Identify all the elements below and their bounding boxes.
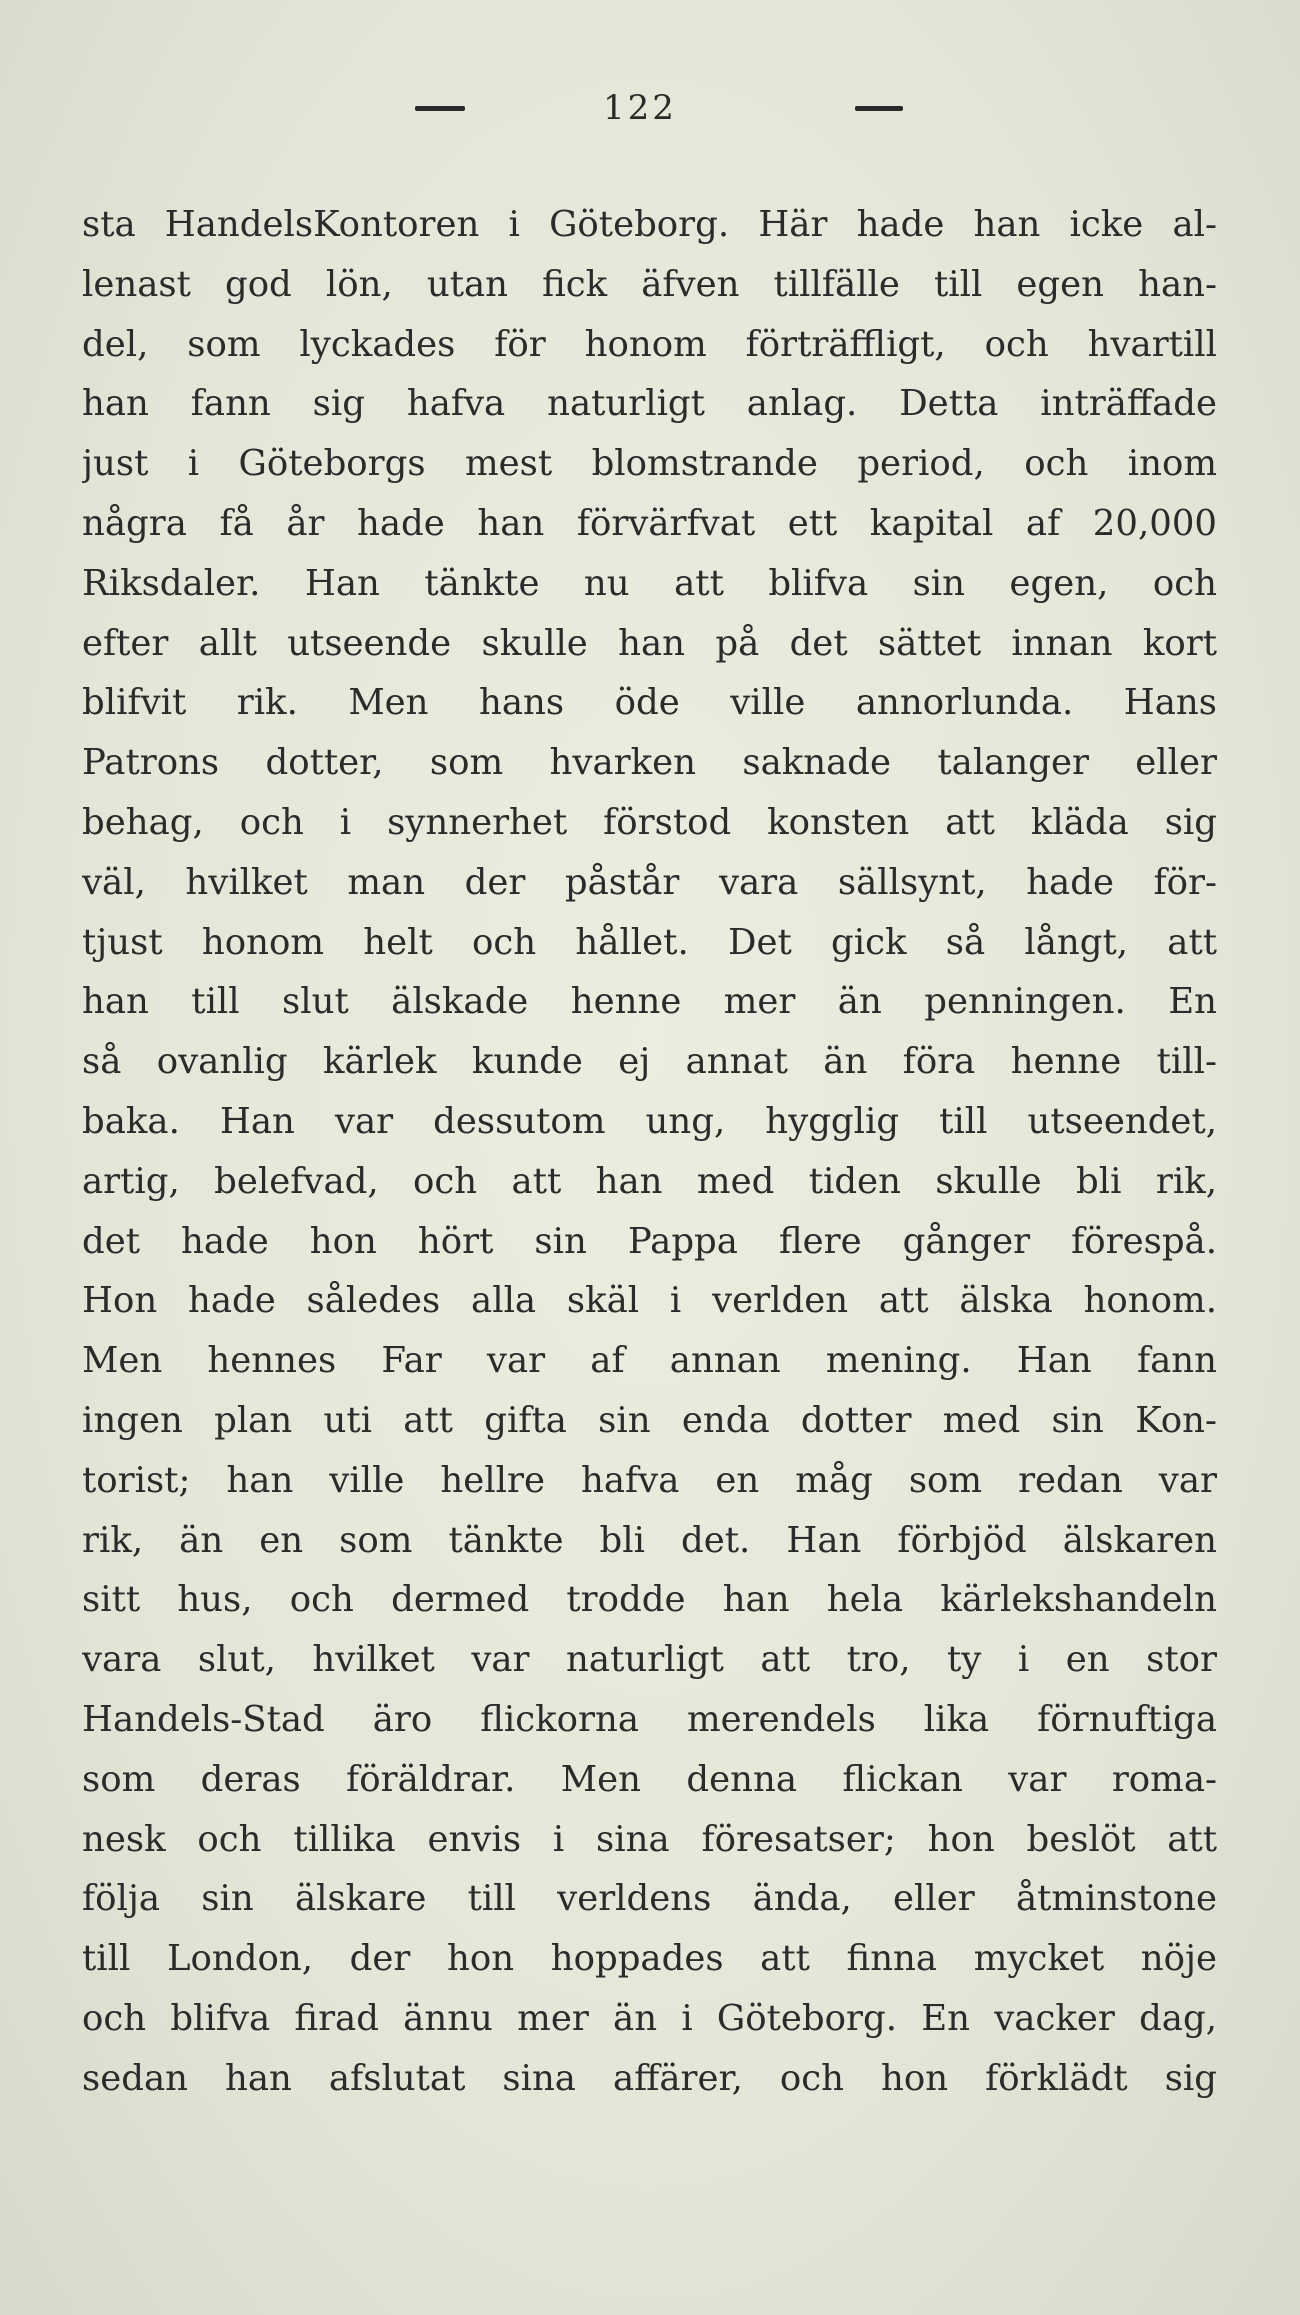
page-number: 122 xyxy=(603,88,677,128)
text-line: sta HandelsKontoren i Göteborg. Här hade han icke al- xyxy=(82,204,1217,245)
text-line: till London, der hon hoppades att finna mycket nöje xyxy=(82,1938,1217,1980)
text-line: så ovanlig kärlek kunde ej annat än föra henne till- xyxy=(82,1041,1217,1083)
text-line: nesk och tillika envis i sina föresatser; hon beslöt att xyxy=(82,1818,1217,1860)
header-rule-right xyxy=(855,106,903,111)
text-line: efter allt utseende skulle han på det sättet innan kort xyxy=(82,622,1217,664)
text-line: han fann sig hafva naturligt anlag. Detta inträffade xyxy=(82,383,1217,425)
text-line: några få år hade han förvärfvat ett kapital af 20,000 xyxy=(82,502,1217,544)
text-line: följa sin älskare till verldens ända, eller åtminstone xyxy=(82,1878,1217,1920)
text-line: tjust honom helt och hållet. Det gick så långt, att xyxy=(82,921,1217,963)
text-line: det hade hon hört sin Pappa flere gånger förespå. xyxy=(82,1220,1217,1262)
text-line: Hon hade således alla skäl i verlden att älska honom. xyxy=(82,1280,1217,1322)
text-line: torist; han ville hellre hafva en måg som redan var xyxy=(82,1459,1217,1501)
text-line: sedan han afslutat sina affärer, och hon förklädt sig xyxy=(82,2057,1217,2099)
text-line: just i Göteborgs mest blomstrande period, och inom xyxy=(82,443,1217,485)
text-line: Patrons dotter, som hvarken saknade talanger eller xyxy=(82,742,1217,784)
text-line: vara slut, hvilket var naturligt att tro, ty i en stor xyxy=(82,1639,1217,1681)
text-line: sitt hus, och dermed trodde han hela kärlekshandeln xyxy=(82,1579,1217,1621)
text-line: blifvit rik. Men hans öde ville annorlunda. Hans xyxy=(82,682,1217,724)
text-line: rik, än en som tänkte bli det. Han förbjöd älskaren xyxy=(82,1519,1217,1561)
text-line: som deras föräldrar. Men denna flickan var roma- xyxy=(82,1758,1217,1800)
body-text xyxy=(82,195,1217,2109)
text-line: ingen plan uti att gifta sin enda dotter med sin Kon- xyxy=(82,1399,1217,1441)
text-line: artig, belefvad, och att han med tiden skulle bli rik, xyxy=(82,1160,1217,1202)
page-header xyxy=(0,88,1300,128)
text-line: Men hennes Far var af annan mening. Han fann xyxy=(82,1340,1217,1382)
text-line: behag, och i synnerhet förstod konsten att kläda sig xyxy=(82,801,1217,843)
text-line: Handels-Stad äro flickorna merendels lika förnuftiga xyxy=(82,1698,1217,1740)
text-line: väl, hvilket man der påstår vara sällsynt, hade för- xyxy=(82,861,1217,903)
text-line: Riksdaler. Han tänkte nu att blifva sin egen, och xyxy=(82,562,1217,604)
text-line: och blifva firad ännu mer än i Göteborg. En vacker dag, xyxy=(82,1997,1217,2039)
text-line: lenast god lön, utan fick äfven tillfälle till egen han- xyxy=(82,263,1217,305)
text-line: del, som lyckades för honom förträffligt, och hvartill xyxy=(82,323,1217,365)
text-line: han till slut älskade henne mer än penningen. En xyxy=(82,981,1217,1023)
text-line: baka. Han var dessutom ung, hygglig till utseendet, xyxy=(82,1100,1217,1142)
header-rule-left xyxy=(415,106,465,111)
